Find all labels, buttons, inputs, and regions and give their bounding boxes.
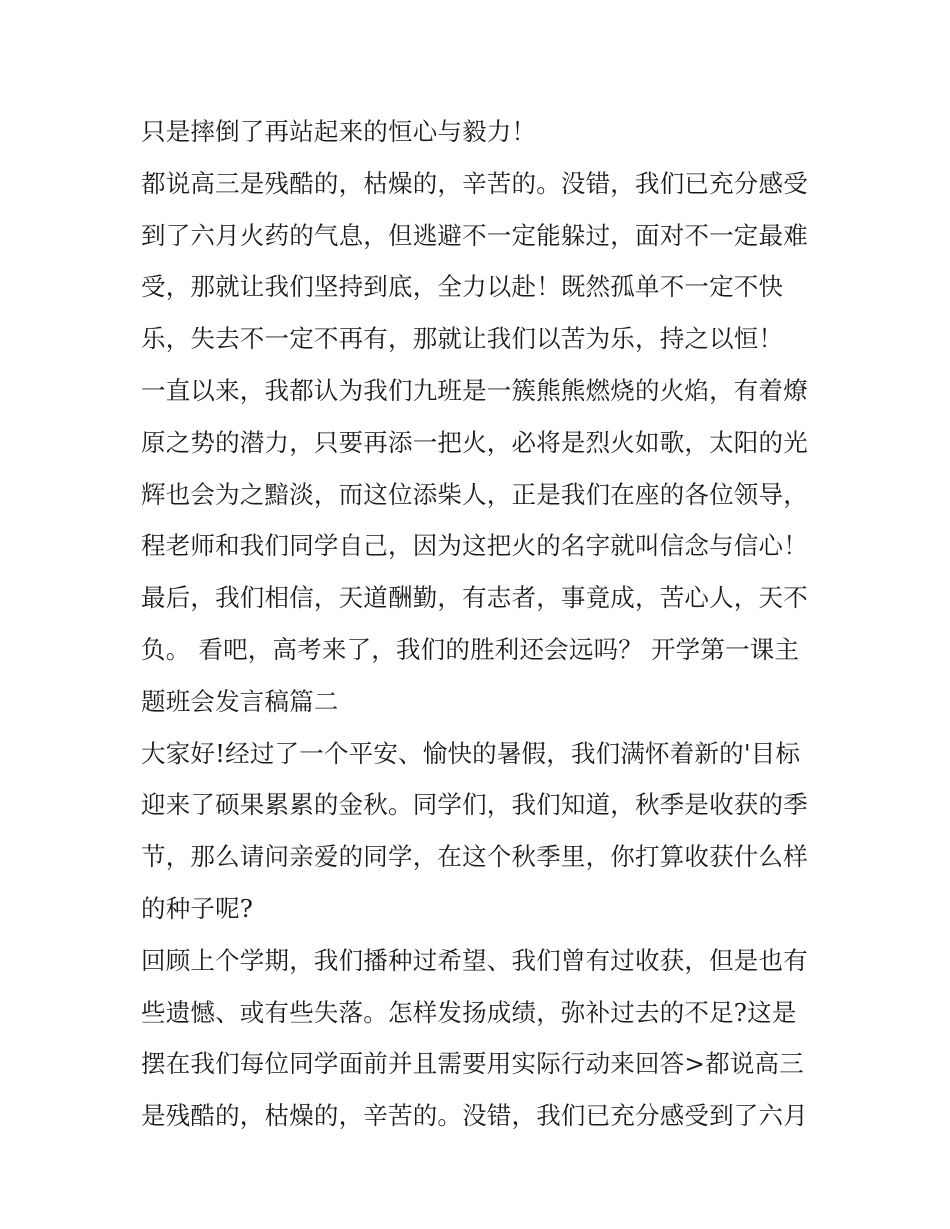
body-text <box>141 106 821 1142</box>
text-line: 受，那就让我们坚持到底，全力以赴！既然孤单不一定不快 <box>141 272 784 302</box>
text-line: 程老师和我们同学自己，因为这把火的名字就叫信念与信心！ <box>141 531 808 561</box>
text-line: 节，那么请问亲爱的同学，在这个秋季里，你打算收获什么样 <box>141 842 808 872</box>
text-line: 迎来了硕果累累的金秋。同学们，我们知道，秋季是收获的季 <box>141 790 808 820</box>
text-line: 摆在我们每位同学面前并且需要用实际行动来回答>都说高三 <box>141 1049 804 1079</box>
text-line: 题班会发言稿篇二 <box>141 686 339 716</box>
text-line: 最后，我们相信，天道酬勤，有志者，事竟成，苦心人，天不 <box>141 583 808 613</box>
text-line: 是残酷的，枯燥的，辛苦的。没错，我们已充分感受到了六月 <box>141 1101 808 1131</box>
text-line: 乐，失去不一定不再有，那就让我们以苦为乐，持之以恒！ <box>141 324 784 354</box>
text-line: 些遗憾、或有些失落。怎样发扬成绩，弥补过去的不足?这是 <box>141 997 797 1027</box>
text-line: 原之势的潜力，只要再添一把火，必将是烈火如歌，太阳的光 <box>141 427 808 457</box>
text-line: 辉也会为之黯淡，而这位添柴人，正是我们在座的各位领导， <box>141 479 808 509</box>
text-line: 到了六月火药的气息，但逃避不一定能躲过，面对不一定最难 <box>141 220 808 250</box>
text-line: 大家好!经过了一个平安、愉快的暑假，我们满怀着新的'目标 <box>141 738 801 768</box>
text-line: 一直以来，我都认为我们九班是一簇熊熊燃烧的火焰，有着燎 <box>141 375 808 405</box>
text-line: 负。 看吧，高考来了，我们的胜利还会远吗？ 开学第一课主 <box>141 634 800 664</box>
text-line: 都说高三是残酷的，枯燥的，辛苦的。没错，我们已充分感受 <box>141 168 808 198</box>
text-line: 回顾上个学期，我们播种过希望、我们曾有过收获，但是也有 <box>141 945 808 975</box>
text-line: 的种子呢? <box>141 893 254 923</box>
text-line: 只是摔倒了再站起来的恒心与毅力！ <box>141 117 537 146</box>
